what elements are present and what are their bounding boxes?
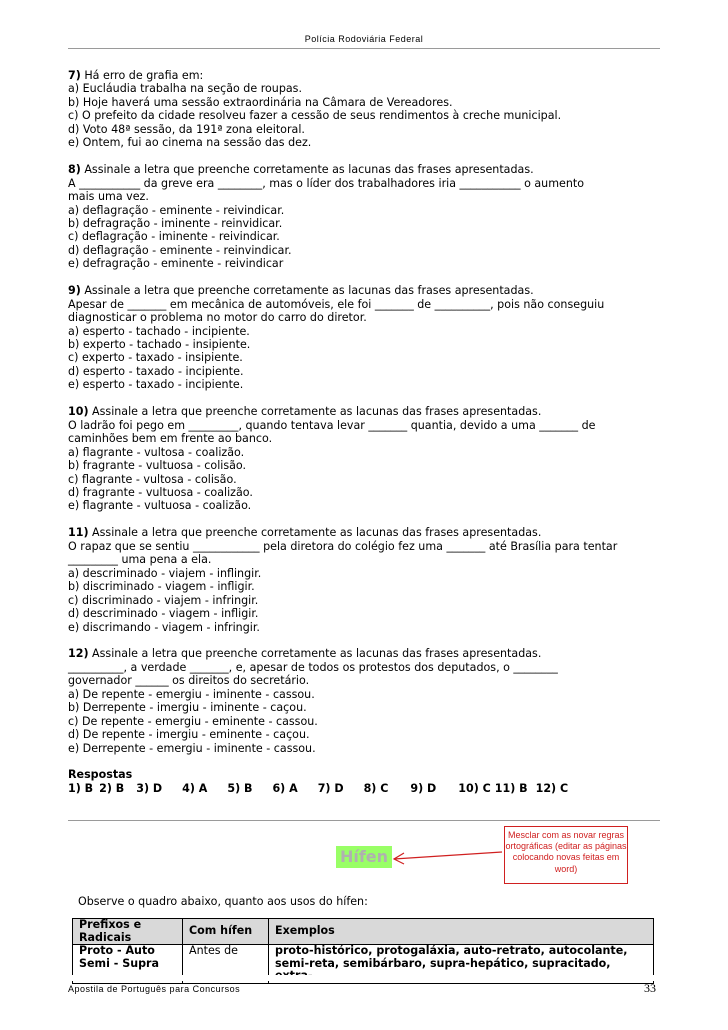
question-sentence: _________ uma pena a ela. [68, 553, 212, 567]
answer-key-item: 1) B [68, 781, 94, 795]
table-header-row [73, 919, 654, 945]
answer-option: a) flagrante - vultosa - coalizão. [68, 445, 245, 459]
table-cell: proto-histórico, protogaláxia, auto-retrato, autocolante, semi-reta, semibárbaro, supra-hepático, supracitado, [269, 945, 654, 984]
question-item [68, 647, 668, 755]
answer-option: c) O prefeito da cidade resolveu fazer a cessão de seus rendimentos à creche municipal. [68, 109, 562, 123]
question-prompt [68, 526, 668, 539]
answer-key-item: 7) D [317, 781, 344, 795]
answer-key-item: 3) D [136, 781, 163, 795]
page-header-title: Polícia Rodoviária Federal [304, 34, 424, 44]
answer-option: d) deflagração - eminente - reinvindicar. [68, 243, 292, 257]
answer-option: c) discriminado - viajem - infringir. [68, 593, 259, 607]
question-item [68, 284, 668, 392]
question-prompt-text: Há erro de grafia em: [80, 69, 204, 82]
header-rule [68, 48, 660, 49]
answer-key-item: 4) A [182, 781, 208, 795]
answer-option: c) deflagração - iminente - reivindicar. [68, 230, 280, 244]
answer-option: a) esperto - tachado - incipiente. [68, 324, 250, 338]
question-sentence: A ___________ da greve era ________, mas o líder dos trabalhadores iria ___________ o aumento [68, 176, 585, 190]
answer-option: d) descriminado - viagem - infligir. [68, 607, 259, 621]
hifen-heading: Hífen [336, 846, 392, 868]
answer-key-item: 5) B [227, 781, 253, 795]
answer-option: b) defragração - iminente - reinvidicar. [68, 216, 283, 230]
table-header-cell: Exemplos [269, 919, 654, 945]
answer-option: e) esperto - taxado - incipiente. [68, 378, 244, 392]
questions-block [68, 69, 668, 795]
footer-title: Apostila de Português para Concursos [68, 984, 241, 994]
answer-option: d) fragrante - vultuosa - coalizão. [68, 486, 253, 499]
question-number: 7) [68, 69, 81, 82]
answer-option: b) Hoje haverá uma sessão extraordinária na Câmara de Vereadores. [68, 95, 453, 109]
answer-option: b) discriminado - viagem - infligir. [68, 580, 255, 594]
question-prompt [68, 69, 668, 82]
comment-arrow-icon [390, 840, 505, 870]
answer-option: c) experto - taxado - insipiente. [68, 351, 243, 365]
answer-option: e) flagrante - vultuosa - coalizão. [68, 499, 252, 513]
answer-option: a) deflagração - eminente - reivindicar. [68, 203, 285, 217]
answers-row [68, 782, 668, 795]
review-comment-balloon[interactable]: Mesclar com as novar regras ortográficas (editar as páginas colocando novas feitas em word) [504, 826, 628, 884]
page-number: 33 [644, 981, 656, 995]
question-sentence: O ladrão foi pego em _________, quando tentava levar _______ quantia, devido a uma _______ de [68, 418, 596, 432]
section-divider [68, 820, 660, 821]
answer-option: b) Derrepente - imergiu - iminente - caçou. [68, 701, 307, 715]
answer-key-item: 8) C [363, 781, 389, 795]
answer-option: d) Voto 48ª sessão, da 191ª zona eleitoral. [68, 122, 305, 136]
question-prompt-text: Assinale a letra que preenche corretamente as lacunas das frases apresentadas. [80, 163, 534, 177]
answer-option: a) De repente - emergiu - iminente - cassou. [68, 687, 315, 701]
question-sentence: O rapaz que se sentiu ____________ pela diretora do colégio fez uma _______ até Brasília para tentar [68, 539, 618, 553]
question-prompt [68, 647, 668, 660]
question-item [68, 163, 668, 271]
question-number: 12) [68, 647, 89, 661]
question-prompt-text: Assinale a letra que preenche corretamente as lacunas das frases apresentadas. [88, 405, 542, 419]
answer-option: e) Derrepente - emergiu - iminente - cassou. [68, 741, 316, 755]
table-header-cell: Prefixos e Radicais [73, 919, 183, 945]
answers-title: Respostas [68, 768, 133, 782]
question-sentence: __________, a verdade _______, e, apesar de todos os protestos dos deputados, o ________ [68, 660, 558, 674]
question-item [68, 526, 668, 634]
question-prompt-text: Assinale a letra que preenche corretamente as lacunas das frases apresentadas. [88, 526, 542, 540]
answer-option: d) esperto - taxado - incipiente. [68, 364, 244, 378]
question-number: 11) [68, 526, 89, 540]
answer-key-item: 2) B [99, 781, 125, 795]
question-sentence: mais uma vez. [68, 190, 149, 204]
question-prompt [68, 284, 668, 297]
question-sentence: governador ______ os direitos do secretário. [68, 674, 310, 688]
question-item [68, 69, 668, 150]
question-sentence: caminhões bem em frente ao banco. [68, 432, 273, 446]
question-item [68, 405, 668, 513]
question-sentence: diagnosticar o problema no motor do carro do diretor. [68, 311, 367, 325]
answer-key-item: 11) B [494, 781, 528, 795]
answer-option: e) Ontem, fui ao cinema na sessão das dez. [68, 136, 312, 150]
question-sentence: Apesar de _______ em mecânica de automóveis, ele foi _______ de __________, pois não conseguiu [68, 297, 605, 311]
answer-key-item: 6) A [272, 781, 298, 795]
question-prompt [68, 163, 668, 176]
page-break-mask [60, 975, 670, 981]
answer-option: e) defragração - eminente - reivindicar [68, 257, 284, 271]
answer-option: b) fragrante - vultuosa - colisão. [68, 459, 247, 473]
answer-key-item: 10) C [458, 781, 491, 795]
question-number: 8) [68, 163, 81, 177]
question-number: 9) [68, 284, 81, 298]
answer-key-item: 12) C [535, 781, 569, 795]
answer-option: c) flagrante - vultosa - colisão. [68, 472, 237, 486]
table-cell: Proto - Auto Semi - Supra [73, 945, 183, 984]
hifen-intro-text: Observe o quadro abaixo, quanto aos usos do hífen: [78, 895, 368, 908]
answer-option: b) experto - tachado - insipiente. [68, 338, 251, 352]
question-number: 10) [68, 405, 89, 419]
question-prompt-text: Assinale a letra que preenche corretamente as lacunas das frases apresentadas. [80, 284, 534, 298]
answer-key-item: 9) D [410, 781, 437, 795]
answer-option: d) De repente - imergiu - eminente - caçou. [68, 728, 310, 742]
table-header-cell: Com hífen [183, 919, 269, 945]
question-prompt-text: Assinale a letra que preenche corretamente as lacunas das frases apresentadas. [88, 647, 542, 661]
question-prompt [68, 405, 668, 418]
answer-option: e) discrimando - viagem - infringir. [68, 620, 260, 634]
table-cell: Antes de [183, 945, 269, 984]
answer-option: c) De repente - emergiu - eminente - cassou. [68, 714, 318, 728]
answer-option: a) Eucláudia trabalha na seção de roupas. [68, 82, 302, 96]
answer-option: a) descriminado - viajem - inflingir. [68, 566, 262, 580]
